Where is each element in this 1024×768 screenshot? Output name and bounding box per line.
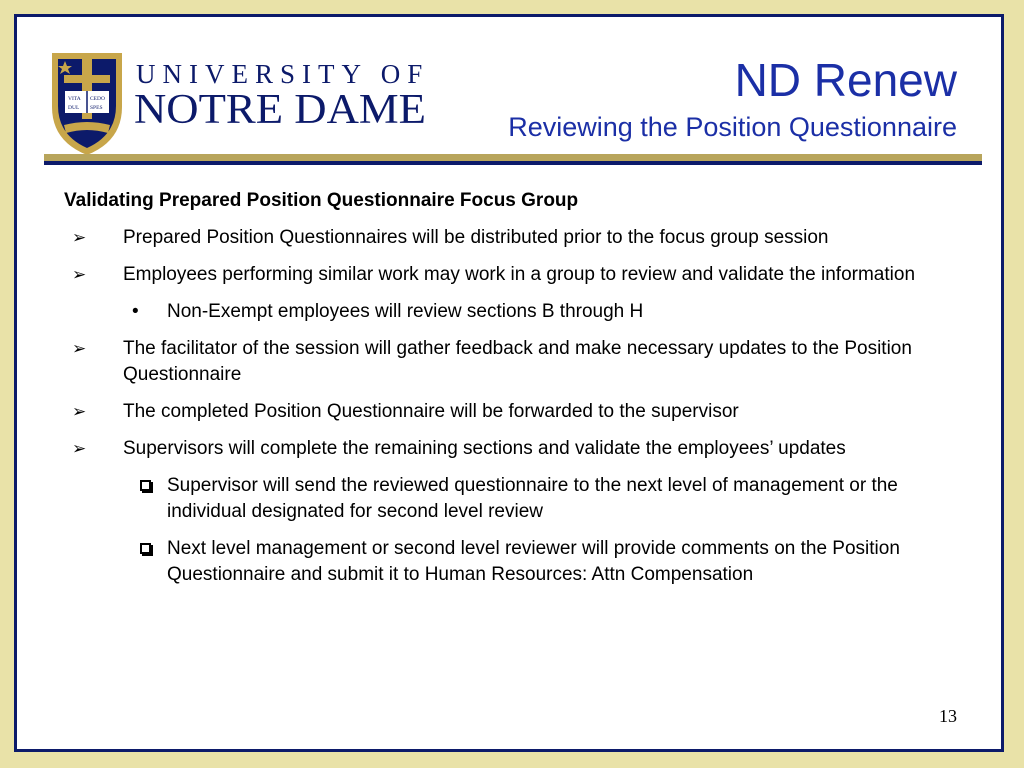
arrow-bullet-icon: ➢ bbox=[72, 228, 87, 247]
arrow-bullet-icon: ➢ bbox=[72, 265, 87, 284]
shield-text-3: CEDO bbox=[90, 96, 105, 102]
shield-icon bbox=[52, 53, 122, 155]
university-logo bbox=[50, 49, 430, 159]
bullet-text: Non-Exempt employees will review sections B through H bbox=[167, 301, 644, 322]
sub-bullet-item bbox=[64, 536, 964, 588]
bullet-text: The facilitator of the session will gather feedback and make necessary updates to the Position Questionnaire bbox=[123, 338, 912, 385]
bullet-text: Next level management or second level reviewer will provide comments on the Position Questionnaire and submit it to Human Resources: Attn Compensation bbox=[167, 538, 900, 585]
bullet-text: The completed Position Questionnaire will be forwarded to the supervisor bbox=[123, 401, 739, 422]
checkbox-bullet-icon bbox=[140, 543, 151, 554]
bullet-item bbox=[64, 399, 964, 425]
shield-text-4: SPES bbox=[90, 105, 103, 111]
bullet-text: Supervisor will send the reviewed questionnaire to the next level of management or the individual designated for second level review bbox=[167, 475, 898, 522]
header-rule-gold bbox=[44, 154, 982, 161]
logo-line-1: UNIVERSITY OF bbox=[136, 59, 430, 89]
slide-content bbox=[64, 188, 964, 599]
arrow-bullet-icon: ➢ bbox=[72, 439, 87, 458]
slide bbox=[14, 14, 1004, 752]
bullet-item bbox=[64, 436, 964, 462]
bullet-text: Prepared Position Questionnaires will be distributed prior to the focus group session bbox=[123, 227, 829, 248]
sub-bullet-item bbox=[64, 299, 964, 325]
page-subtitle: Reviewing the Position Questionnaire bbox=[508, 112, 957, 142]
logo-line-2: NOTRE DAME bbox=[134, 87, 426, 133]
shield-text-1: VITA bbox=[68, 96, 81, 102]
bullet-item bbox=[64, 262, 964, 288]
section-heading: Validating Prepared Position Questionnaire Focus Group bbox=[64, 190, 579, 211]
arrow-bullet-icon: ➢ bbox=[72, 402, 87, 421]
bullet-text: Employees performing similar work may work in a group to review and validate the information bbox=[123, 264, 916, 285]
page-title: ND Renew bbox=[734, 54, 957, 106]
header-rule-navy bbox=[44, 161, 982, 165]
bullet-item bbox=[64, 225, 964, 251]
sub-bullet-item bbox=[64, 473, 964, 525]
arrow-bullet-icon: ➢ bbox=[72, 339, 87, 358]
page-number: 13 bbox=[939, 706, 957, 726]
bullet-item bbox=[64, 336, 964, 388]
bullet-text: Supervisors will complete the remaining sections and validate the employees’ updates bbox=[123, 438, 846, 459]
checkbox-bullet-icon bbox=[140, 480, 151, 491]
dot-bullet-icon: • bbox=[132, 301, 139, 322]
shield-text-2: DUL bbox=[68, 105, 80, 111]
